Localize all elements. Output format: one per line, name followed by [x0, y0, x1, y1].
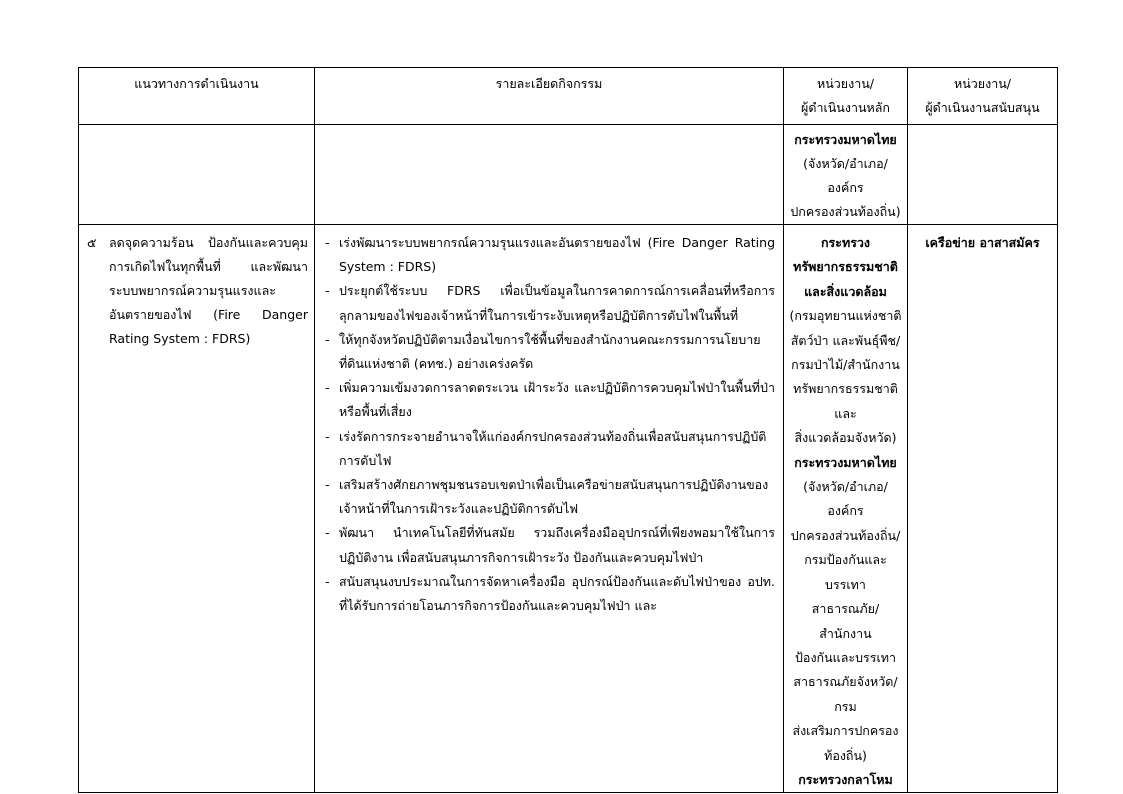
agency-detail: สัตว์ป่า และพันธุ์พืช/: [790, 332, 901, 348]
activity-text: ประยุกต์ใช้ระบบ FDRS เพื่อเป็นข้อมูลในการคาดการณ์การเคลื่อนที่หรือการลุกลามของไฟของเจ้าหน้าที่ในการเข้าระงับเหตุหรือปฏิบัติการดับไฟในพื้นที่: [339, 283, 775, 323]
agency-detail: สาธารณภัยจังหวัด/กรม: [793, 674, 898, 714]
support-agency-text: เครือข่าย อาสาสมัคร: [925, 235, 1040, 250]
continued-agency-detail-2: ปกครองส่วนท้องถิ่น): [790, 204, 901, 219]
agency-detail: ปกครองส่วนท้องถิ่น/: [790, 527, 901, 543]
agency-ministry-natural-resources: กระทรวง: [820, 235, 871, 250]
header-support-agency-line-2: ผู้ดำเนินงานสนับสนุน: [925, 100, 1040, 115]
activity-text: ให้ทุกจังหวัดปฏิบัติตามเงื่อนไขการใช้พื้นที่ของสำนักงานคณะกรรมการนโยบายที่ดินแห่งชาติ (คทช.) อย่างเคร่งครัด: [339, 331, 761, 372]
agency-detail: ท้องถิ่น): [824, 747, 867, 763]
agency-ministry-natural-resources-2: ทรัพยากรธรรมชาติ: [793, 259, 898, 275]
activity-text: เร่งรัดการกระจายอำนาจให้แก่องค์กรปกครองส่วนท้องถิ่นเพื่อสนับสนุนการปฏิบัติการดับไฟ: [339, 428, 767, 468]
cell-guideline-5: [79, 225, 315, 793]
continued-agency-name: กระทรวงมหาดไทย: [794, 132, 897, 147]
guideline-text: ลดจุดความร้อน ป้องกันและควบคุมการเกิดไฟในทุกพื้นที่ และพัฒนาระบบพยากรณ์ความรุนแรงและอันตรายของไฟ (Fire Danger Rating System : FDRS): [109, 235, 308, 346]
list-item: - เพิ่มความเข้มงวดการลาดตระเวน เฝ้าระวัง และปฏิบัติการควบคุมไฟป่าในพื้นที่ป่าหรือพื้นที่เสี่ยง: [325, 376, 775, 424]
agency-detail: ป้องกันและบรรเทา: [795, 649, 896, 665]
header-support-agency-line-1: หน่วยงาน/: [953, 76, 1011, 91]
cell-main-agency-continued: [784, 125, 908, 225]
agency-ministry-defence: กระทรวงกลาโหม: [798, 771, 893, 787]
header-support-agency: [908, 68, 1058, 125]
agency-ministry-interior: กระทรวงมหาดไทย: [794, 454, 897, 470]
list-item: - ประยุกต์ใช้ระบบ FDRS เพื่อเป็นข้อมูลในการคาดการณ์การเคลื่อนที่หรือการลุกลามของไฟของเจ้าหน้าที่ในการเข้าระงับเหตุหรือปฏิบัติการดับไฟในพื้นที่: [325, 279, 775, 327]
agency-detail: สาธารณภัย/สำนักงาน: [811, 601, 880, 641]
activity-text: สนับสนุนงบประมาณในการจัดหาเครื่องมือ อุปกรณ์ป้องกันและดับไฟป่าของ อปท. ที่ได้รับการถ่ายโอนภารกิจการป้องกันและควบคุมไฟป่า และ: [339, 573, 775, 614]
activity-text: เร่งพัฒนาระบบพยากรณ์ความรุนแรงและอันตรายของไฟ (Fire Danger Rating System : FDRS): [339, 235, 775, 275]
header-main-agency-line-2: ผู้ดำเนินงานหลัก: [801, 100, 890, 115]
agency-detail: ทรัพยากรธรรมชาติและ: [793, 381, 898, 421]
cell-support-agency-5: [908, 225, 1058, 793]
agency-detail: กรมป่าไม้/สำนักงาน: [791, 357, 900, 373]
list-item: - พัฒนา นำเทคโนโลยีที่ทันสมัย รวมถึงเครื่องมืออุปกรณ์ที่เพียงพอมาใช้ในการปฏิบัติงาน เพื่อสนับสนุนภารกิจการเฝ้าระวัง ป้องกันและควบคุมไฟป่า: [325, 521, 775, 569]
header-guideline-label: แนวทางการดำเนินงาน: [134, 76, 259, 91]
table-row-continued: [79, 125, 1058, 225]
activity-text: เพิ่มความเข้มงวดการลาดตระเวน เฝ้าระวัง และปฏิบัติการควบคุมไฟป่าในพื้นที่ป่าหรือพื้นที่เสี่ยง: [339, 380, 775, 420]
cell-main-agency-5: [784, 225, 908, 793]
header-main-agency-line-1: หน่วยงาน/: [816, 76, 874, 91]
agency-ministry-natural-resources-3: และสิ่งแวดล้อม: [804, 283, 887, 299]
cell-activity-empty: [315, 125, 784, 225]
header-activity-label: รายละเอียดกิจกรรม: [495, 76, 603, 91]
list-item: - เร่งรัดการกระจายอำนาจให้แก่องค์กรปกครองส่วนท้องถิ่นเพื่อสนับสนุนการปฏิบัติการดับไฟ: [325, 425, 775, 473]
cell-guideline-empty: [79, 125, 315, 225]
activity-text: เสริมสร้างศักยภาพชุมชนรอบเขตป่าเพื่อเป็นเครือข่ายสนับสนุนการปฏิบัติงานของเจ้าหน้าที่ในการเฝ้าระวังและปฏิบัติการดับไฟ: [339, 477, 769, 517]
header-activity: [315, 68, 784, 125]
continued-agency-detail-1: (จังหวัด/อำเภอ/องค์กร: [803, 156, 888, 195]
table-header-row: [79, 68, 1058, 125]
agency-detail: กรมป้องกันและบรรเทา: [804, 552, 887, 592]
activity-list: [315, 225, 783, 618]
list-item: - เร่งพัฒนาระบบพยากรณ์ความรุนแรงและอันตรายของไฟ (Fire Danger Rating System : FDRS): [325, 231, 775, 279]
activity-text: พัฒนา นำเทคโนโลยีที่ทันสมัย รวมถึงเครื่องมืออุปกรณ์ที่เพียงพอมาใช้ในการปฏิบัติงาน เพื่อสนับสนุนภารกิจการเฝ้าระวัง ป้องกันและควบคุมไฟป่า: [339, 525, 775, 565]
table-row-5: [79, 225, 1058, 793]
cell-activities-5: [315, 225, 784, 793]
list-item: - ให้ทุกจังหวัดปฏิบัติตามเงื่อนไขการใช้พื้นที่ของสำนักงานคณะกรรมการนโยบายที่ดินแห่งชาติ (คทช.) อย่างเคร่งครัด: [325, 328, 775, 376]
agency-detail: (กรมอุทยานแห่งชาติ: [789, 308, 902, 324]
agency-detail: (จังหวัด/อำเภอ/องค์กร: [803, 479, 888, 519]
guideline-number: ๕: [87, 235, 97, 250]
agency-detail: สิ่งแวดล้อมจังหวัด): [794, 430, 897, 446]
header-guideline: [79, 68, 315, 125]
header-main-agency: [784, 68, 908, 125]
list-item: - สนับสนุนงบประมาณในการจัดหาเครื่องมือ อุปกรณ์ป้องกันและดับไฟป่าของ อปท. ที่ได้รับการถ่ายโอนภารกิจการป้องกันและควบคุมไฟป่า และ: [325, 570, 775, 618]
cell-support-empty: [908, 125, 1058, 225]
agency-detail: ส่งเสริมการปกครอง: [792, 723, 899, 739]
list-item: - เสริมสร้างศักยภาพชุมชนรอบเขตป่าเพื่อเป็นเครือข่ายสนับสนุนการปฏิบัติงานของเจ้าหน้าที่ในการเฝ้าระวังและปฏิบัติการดับไฟ: [325, 473, 775, 521]
action-plan-table: [78, 67, 1058, 793]
